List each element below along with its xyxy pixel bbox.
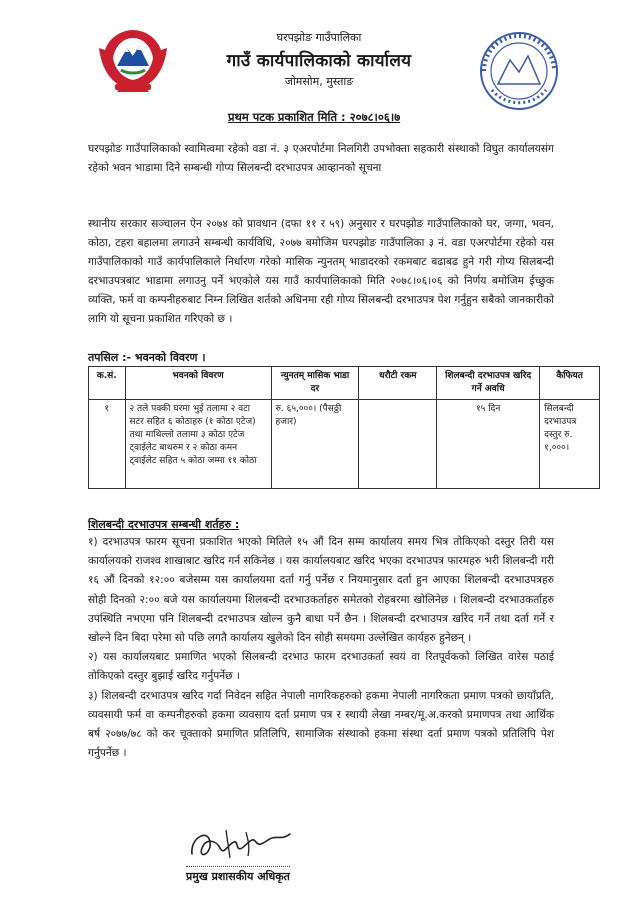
office-seal-icon — [478, 30, 560, 112]
col-deposit: धरौटी रकम — [359, 367, 437, 400]
cell-description: २ तले पक्की घरमा भुई तलामा २ वटा सटर सहित ६ कोठाहरु (१ कोठा एटेज) तथा माथिल्लो तलामा ३ कोठा एटेज ट्वाईलेट बाथरुम र २ कोठा कमन ट्वाईलेट सहित ५ कोठा जम्मा ११ कोठा — [125, 400, 271, 489]
signatory-title: प्रमुख प्रशासकीय अधिकृत — [186, 866, 290, 884]
col-description: भवनको विवरण — [125, 367, 271, 400]
municipality-name: घरपझोङ गाउँपालिका — [276, 31, 362, 44]
published-date: प्रथम पटक प्रकाशित मिति : २०७८।०६।७ — [228, 110, 401, 124]
col-remarks: कैफियत — [540, 367, 600, 400]
signature-icon — [186, 818, 296, 868]
notice-subject: घरपझोङ गाउँपालिकाको स्वामित्वमा रहेको वडा नं. ३ एअरपोर्टमा निलगिरी उपभोक्ता सहकारी संस्थाको विघुत कार्यालयसंग रहेको भवन भाडामा दिने सम्बन्धी गोप्य सिलबन्दी दरभाउपत्र आव्हानको सूचना — [88, 143, 554, 174]
cell-deposit — [359, 400, 437, 489]
col-min-rent: न्युनतम् मासिक भाडा दर — [271, 367, 359, 400]
condition-item: २) यस कार्यालयबाट प्रमाणित भएको सिलबन्दी दरभाउ फारम दरभाउकर्ता स्वयं वा रितपूर्वकको लिखित वारेस पठाई तोकिएको दस्तुर बुझाई खरिद गर्नुपर्नेछ । — [88, 651, 554, 683]
table-row — [89, 400, 600, 489]
condition-item: ३) शिलबन्दी दरभाउपत्र खरिद गर्दा निवेदन सहित नेपाली नागरिकहरुको हकमा नेपाली नागरिकता प्रमाण पत्रको छायाँप्रति, व्यवसायी फर्म वा कम्पनीहरुको हकमा व्यवसाय दर्ता प्रमाण पत्र र स्थायी लेखा नम्बर/मू.अ.करको प्रमाणपत्र तथा आर्थिक बर्ष २०७७/७८ को कर चूक्ताको प्रमाणित प्रतिलिपि, सामाजिक संस्थाको हकमा संस्था दर्ता प्रमाण पत्रको प्रतिलिपि पेश गर्नुपर्नेछ । — [88, 689, 554, 760]
cell-purchase-period: १५ दिन — [437, 400, 540, 489]
table-title: तपसिल :- भवनको विवरण । — [88, 351, 206, 364]
notice-body: स्थानीय सरकार सञ्चालन ऐन २०७४ को प्रावधान (दफा ११ र ५९) अनुसार र घरपझोङ गाउँपालिकाको घर, जग्गा, भवन, कोठा, टहरा बहालमा लगाउने सम्बन्धी कार्यविधि, २०७७ बमोजिम घरपझोङ गाउँपालिका ३ नं. वडा एअरपोर्टमा रहेको यस गाउँपालिकाको गाउँ कार्यपालिकाले निर्धारण गरेको मासिक न्युनतम् भाडादरको रकमबाट बढाबढ हुने गरी गोप्य सिलबन्दी दरभाउपत्रबाट भाडामा लगाउनु पर्ने भएकोले यस गाउँ कार्यपालिकाको मिति २०७८।०६।०६ को निर्णय बमोजिम ईच्छुक व्यक्ति, फर्म वा कम्पनीहरुबाट निम्न लिखित शर्तको अधिनमा रही गोप्य सिलबन्दी दरभाउपत्र पेश गर्नुहुन सबैको जानकारीको लागि यो सूचना प्रकाशित गरिएको छ । — [88, 218, 554, 325]
building-details-table — [88, 366, 600, 489]
cell-remarks: सिलबन्दी दरभाउपत्र दस्तुर रु. १,०००। — [540, 400, 600, 489]
cell-min-rent: रु. ६५,०००। (पैसठ्ठी हजार) — [271, 400, 359, 489]
condition-item: १) दरभाउपत्र फारम सूचना प्रकाशित भएको मितिले १५ औं दिन सम्म कार्यालय समय भित्र तोकिएको दस्तुर तिरी यस कार्यालयको राजश्व शाखाबाट खरिद गर्न सकिनेछ । यस कार्यालयबाट खरिद भएका दरभाउपत्र फारमहरु भरी शिलबन्दी गरी १६ औं दिनको १२:०० बजेसम्म यस कार्यालयमा दर्ता गर्नु पर्नेछ र नियमानुसार दर्ता हुन आएका शिलबन्दी दरभाउपत्रहरु सोही दिनको २:०० बजे यस कार्यालयमा शिलबन्दी दरभाउकर्ताहरु समेतको रोहबरमा खोलिनेछ । शिलबन्दी दरभाउकर्ताहरु उपस्थिति नभएमा पनि शिलबन्दी दरभाउपत्र खोल्न कुनै बाधा पर्ने छैन । शिलबन्दी दरभाउपत्र खरिद गर्ने तथा दर्ता गर्ने र खोल्ने दिन बिदा परेमा सो पछि लगतै कार्यालय खुलेको दिन सोही समयमा उल्लेखित कार्यहरु हुनेछन् । — [88, 536, 554, 645]
col-purchase-period: शिलबन्दी दरभाउपत्र खरिद गर्ने अवधि — [437, 367, 540, 400]
conditions-list — [88, 533, 554, 763]
table-header-row — [89, 367, 600, 400]
cell-serial: १ — [89, 400, 126, 489]
office-name: गाउँ कार्यपालिकाको कार्यालय — [226, 51, 412, 71]
conditions-title: शिलबन्दी दरभाउपत्र सम्बन्धी शर्तहरु : — [88, 518, 240, 531]
office-address: जोमसोम, मुस्ताङ — [284, 75, 354, 88]
col-serial: क.सं. — [89, 367, 126, 400]
